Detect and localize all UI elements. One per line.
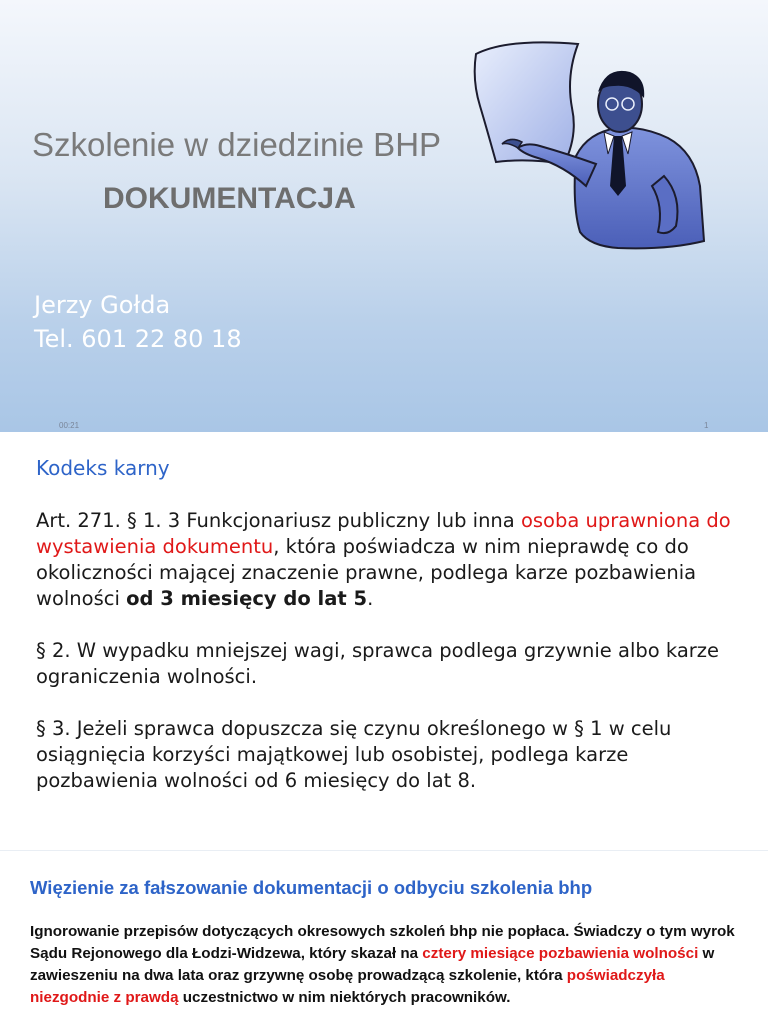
slide-page-number: 1 [704, 421, 709, 430]
article-paragraph-1 [36, 508, 736, 612]
para1-text-cont: , która poświadcza w nim nieprawdę co do okoliczności mającej znaczenie prawne, podlega karze pozbawienia wolności [36, 535, 697, 610]
para1-end: . [367, 587, 374, 610]
article-paragraph-2: § 2. W wypadku mniejszej wagi, sprawca podlega grzywnie albo karze ograniczenia wolności. [36, 639, 720, 688]
slide-subtitle: DOKUMENTACJA [103, 182, 356, 215]
case-text: Ignorowanie przepisów dotyczących okresowych szkoleń bhp nie popłaca. Świadczy o tym wyrok Sądu Rejonowego dla Łodzi-Widzewa, który skazał na [30, 923, 735, 962]
case-text-cont: w zawieszeniu na dwa lata oraz grzywnę osobę prowadzącą szkolenie, która [30, 945, 715, 984]
slide-time: 00:21 [59, 421, 80, 430]
slide-title-text: Szkolenie w dziedzinie BHP [32, 126, 442, 163]
author-phone: Tel. 601 22 80 18 [34, 325, 242, 353]
case-falsification-highlight: poświadczyła niezgodnie z prawdą [30, 967, 665, 1006]
slide-title [0, 0, 768, 432]
case-sentence-highlight: cztery miesiące pozbawienia wolności [422, 945, 699, 962]
case-text-end: uczestnictwo w nim niektórych pracowników. [178, 989, 511, 1006]
article-paragraph-3: § 3. Jeżeli sprawca dopuszcza się czynu określonego w § 1 w celu osiągnięcia korzyści majątkowej lub osobistej, podlega karze pozbawienia wolności od 6 miesięcy do lat 8. [36, 717, 672, 792]
prison-case-body [30, 921, 740, 1009]
slide-criminal-code [0, 432, 768, 850]
para1-highlight: osoba uprawniona do wystawienia dokumentu [36, 509, 731, 558]
criminal-code-body [36, 508, 736, 820]
prison-case-heading: Więzienie za fałszowanie dokumentacji o odbyciu szkolenia bhp [30, 877, 593, 898]
slide-prison-case [0, 850, 768, 1025]
presenter-with-board-icon [468, 36, 713, 261]
criminal-code-heading: Kodeks karny [36, 456, 170, 480]
para1-penalty: od 3 miesięcy do lat 5 [126, 587, 368, 610]
author-name: Jerzy Gołda [34, 291, 171, 319]
para1-text: Art. 271. § 1. 3 Funkcjonariusz publiczny lub inna [36, 509, 521, 532]
author-block [34, 288, 242, 356]
